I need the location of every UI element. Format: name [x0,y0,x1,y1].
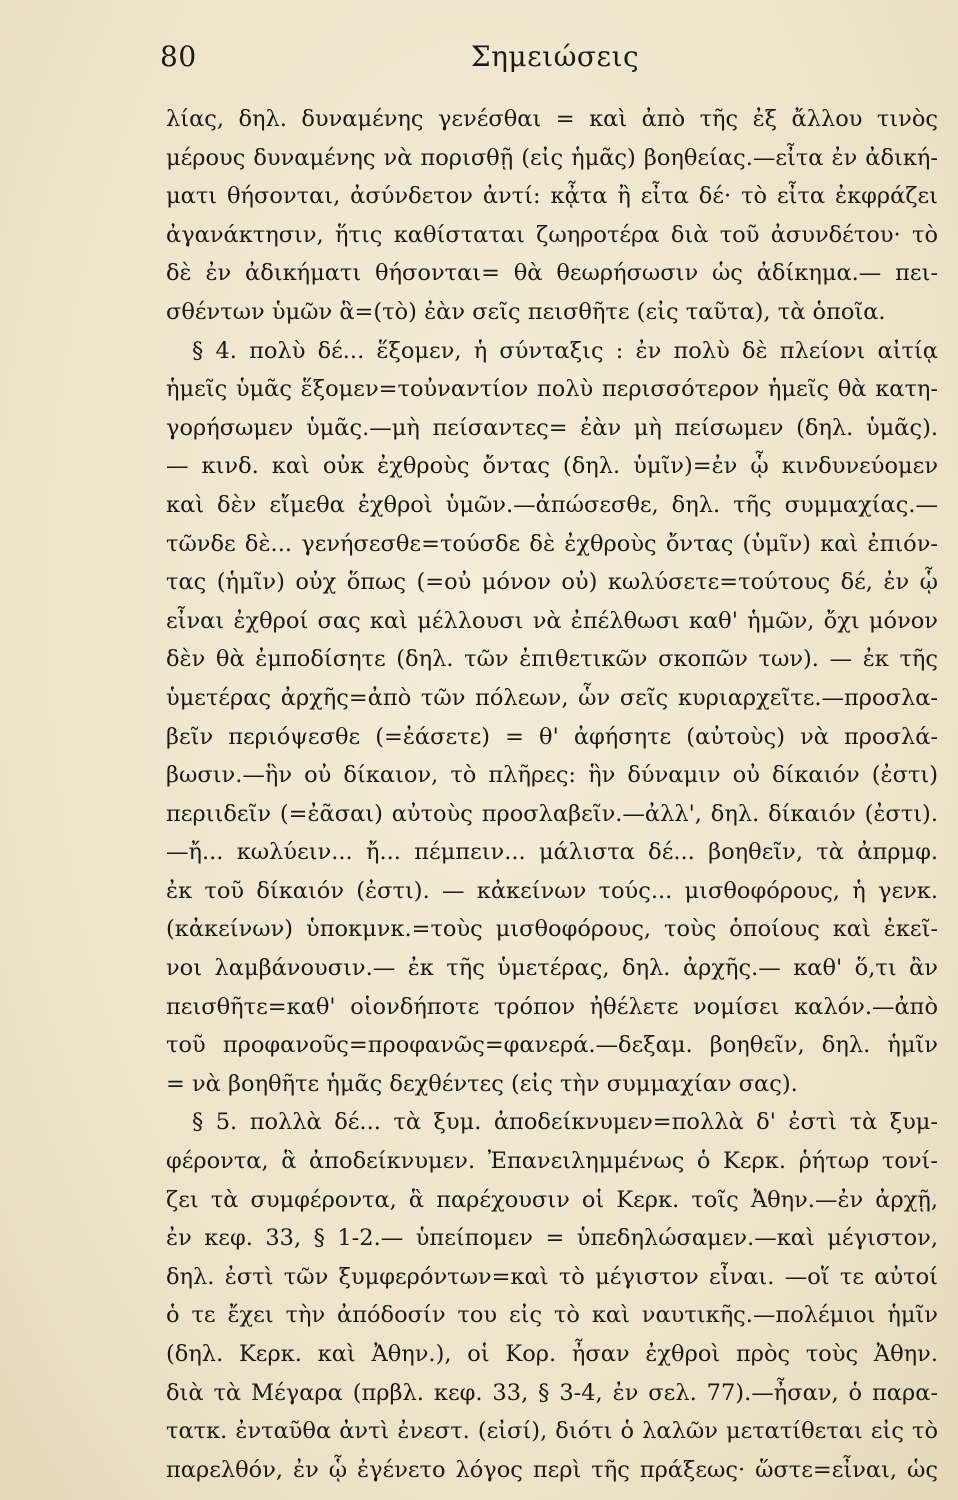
text-line: περιιδεῖν (=ἐᾶσαι) αὐτοὺς προσλαβεῖν.—ἀλλ', δηλ. δίκαιόν (ἐστι). [166,800,938,827]
text-line: βωσιν.—ἣν οὐ δίκαιον, τὸ πλῆρες: ἣν δύναμιν οὐ δίκαιόν (ἐστι) [166,762,938,789]
text-line: δὲν θὰ ἐμποδίσητε (δηλ. τῶν ἐπιθετικῶν σκοπῶν των). — ἐκ τῆς [166,646,938,673]
text-line: τατκ. ἐνταῦθα ἀντὶ ἐνεστ. (εἰσί), διότι ὁ λαλῶν μετατίθεται εἰς τὸ [166,1418,938,1445]
section-4-start: § 4. πολὺ δέ... ἕξομεν, ἡ σύνταξις : ἐν πολὺ δὲ πλείονι αἰτίᾳ [192,337,938,364]
text-line: εἶναι ἐχθροί σας καὶ μέλλουσι νὰ ἐπέλθωσι καθ' ἡμῶν, ὄχι μόνον [166,607,938,634]
text-line: νοι λαμβάνουσιν.— ἐκ τῆς ὑμετέρας, δηλ. ἀρχῆς.— καθ' ὅ,τι ἂν [166,955,938,982]
text-line: (κἀκείνων) ὑποκμνκ.=τοὺς μισθοφόρους, τοὺς ὁποίους καὶ ἐκεῖ- [166,916,938,943]
text-line: ὑμετέρας ἀρχῆς=ἀπὸ τῶν πόλεων, ὧν σεῖς κυριαρχεῖτε.—προσλα- [166,684,938,711]
running-title: Σημειώσεις [470,40,640,73]
text-line: ἐκ τοῦ δίκαιόν (ἐστι). — κἀκείνων τούς... μισθοφόρους, ἡ γενκ. [166,877,938,904]
text-line: δηλ. ἐστὶ τῶν ξυμφερόντων=καὶ τὸ μέγιστον εἶναι. —οἵ τε αὐτοί [166,1263,938,1290]
text-line: δὲ ἐν ἀδικήματι θήσονται= θὰ θεωρήσωσιν ὡς ἀδίκημα.— πει- [166,260,938,287]
text-line: φέροντα, ἃ ἀποδείκνυμεν. Ἐπανειλημμένως ὁ Κερκ. ῥήτωρ τονί- [166,1148,938,1175]
text-line: λίας, δηλ. δυναμένης γενέσθαι = καὶ ἀπὸ τῆς ἐξ ἄλλου τινὸς [166,106,938,132]
text-line: τας (ἡμῖν) οὐχ ὅπως (=οὐ μόνον οὐ) κωλύσετε=τούτους δέ, ἐν ᾧ [166,569,938,596]
text-line: παρελθόν, ἐν ᾧ ἐγένετο λόγος περὶ τῆς πράξεως· ὥστε=εἶναι, ὡς [166,1456,938,1483]
text-line: πεισθῆτε=καθ' οἱονδήποτε τρόπον ἠθέλετε νομίσει καλόν.—ἀπὸ [166,993,938,1020]
text-line: ἐν κεφ. 33, § 1-2.— ὑπείπομεν = ὑπεδηλώσαμεν.—καὶ μέγιστον, [166,1225,938,1252]
text-line: γορήσωμεν ὑμᾶς.—μὴ πείσαντες= ἐὰν μὴ πείσωμεν (δηλ. ὑμᾶς). [166,414,938,441]
text-line: = νὰ βοηθῆτε ἡμᾶς δεχθέντες (εἰς τὴν συμμαχίαν σας). [166,1070,798,1097]
text-line: τοῦ προφανοῦς=προφανῶς=φανερά.—δεξαμ. βοηθεῖν, δηλ. ἡμῖν [166,1032,938,1059]
text-line: —ἤ... κωλύειν... ἤ... πέμπειν... μάλιστα δέ... βοηθεῖν, τὰ ἀπρμφ. [166,839,938,866]
text-line: σθέντων ὑμῶν ἃ=(τὸ) ἐὰν σεῖς πεισθῆτε (εἰς ταῦτα), τὰ ὁποῖα. [166,298,886,325]
page-number: 80 [160,40,197,73]
text-line: ζει τὰ συμφέροντα, ἃ παρέχουσιν οἱ Κερκ. τοῖς Ἀθην.—ἐν ἀρχῇ, [166,1186,938,1213]
text-line: μέρους δυναμένης νὰ πορισθῇ (εἰς ἡμᾶς) βοηθείας.—εἶτα ἐν ἀδική- [166,144,938,171]
text-line: βεῖν περιόψεσθε (=ἐάσετε) = θ' ἀφήσητε (αὐτοὺς) νὰ προσλά- [166,723,938,750]
text-line: καὶ δὲν εἴμεθα ἐχθροὶ ὑμῶν.—ἀπώσεσθε, δηλ. τῆς συμμαχίας.— [166,491,938,518]
text-line: διὰ τὰ Μέγαρα (πρβλ. κεφ. 33, § 3-4, ἐν σελ. 77).—ἦσαν, ὁ παρα- [166,1379,938,1406]
text-line: τῶνδε δὲ... γενήσεσθε=τούσδε δὲ ἐχθροὺς ὄντας (ὑμῖν) καὶ ἐπιόν- [166,530,938,557]
text-line: (δηλ. Κερκ. καὶ Ἀθην.), οἱ Κορ. ἦσαν ἐχθροὶ πρὸς τοὺς Ἀθην. [166,1341,938,1367]
text-line: ὁ τε ἔχει τὴν ἀπόδοσίν του εἰς τὸ καὶ ναυτικῆς.—πολέμιοι ἡμῖν [166,1302,938,1329]
text-line: — κινδ. καὶ οὐκ ἐχθροὺς ὄντας (δηλ. ὑμῖν)=ἐν ᾧ κινδυνεύομεν [166,453,938,480]
text-line: ματι θήσονται, ἀσύνδετον ἀντί: κᾆτα ἢ εἶτα δέ· τὸ εἶτα ἐκφράζει [166,183,938,210]
page-header [160,40,950,80]
section-5-start: § 5. πολλὰ δέ... τὰ ξυμ. ἀποδείκνυμεν=πολλὰ δ' ἐστὶ τὰ ξυμ- [192,1109,938,1136]
text-line: ἀγανάκτησιν, ἥτις καθίσταται ζωηροτέρα διὰ τοῦ ἀσυνδέτου· τὸ [166,221,938,248]
commentary-text [166,100,938,1489]
text-line: ἡμεῖς ὑμᾶς ἕξομεν=τοὐναντίον πολὺ περισσότερον ἡμεῖς θὰ κατη- [166,376,938,403]
